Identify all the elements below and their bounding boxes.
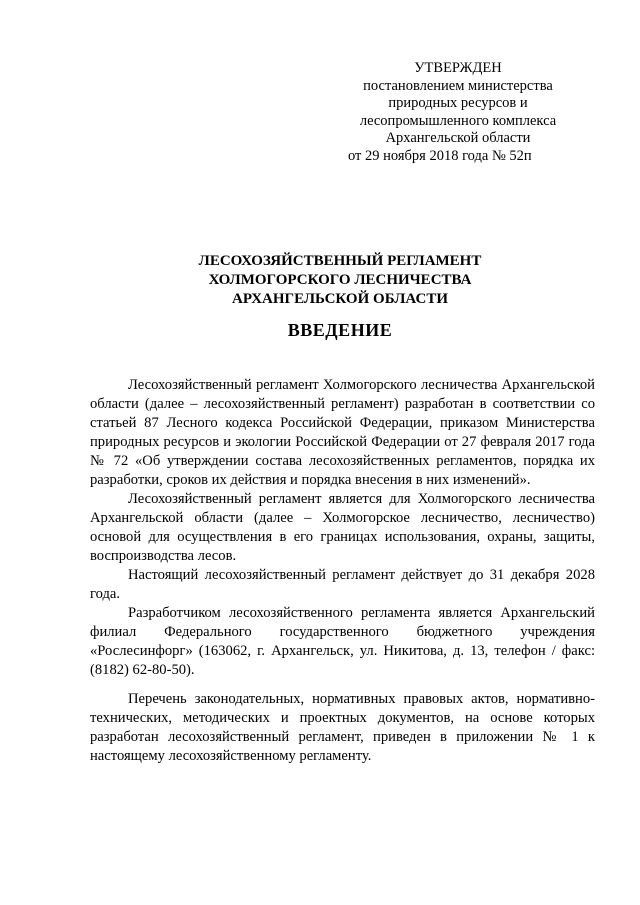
approval-line: природных ресурсов и	[388, 95, 528, 111]
paragraph: Лесохозяйственный регламент Холмогорского лесничества Архангельской области (далее – лесохозяйственный регламент) разработан в соответствии со статьей 87 Лесного кодекса Российской Федерации, приказом Министерства природных ресурсов и экологии Российской Федерации от 27 февраля 2017 года № 72 «Об утверждении состава лесохозяйственных регламентов, порядка их разработки, сроков их действия и порядка внесения в них изменений».	[90, 377, 595, 488]
title-line: АРХАНГЕЛЬСКОЙ ОБЛАСТИ	[232, 291, 448, 307]
title-line: ЛЕСОХОЗЯЙСТВЕННЫЙ РЕГЛАМЕНТ	[198, 253, 482, 269]
approval-stamp	[338, 60, 578, 165]
title-line: ХОЛМОГОРСКОГО ЛЕСНИЧЕСТВА	[208, 272, 472, 288]
paragraph: Перечень законодательных, нормативных правовых актов, нормативно-технических, методических и проектных документов, на основе которых разработан лесохозяйственный регламент, приведен в приложении № 1 к настоящему лесохозяйственному регламенту.	[90, 691, 595, 764]
approval-line: УТВЕРЖДЕН	[414, 60, 502, 76]
paragraph: Настоящий лесохозяйственный регламент действует до 31 декабря 2028 года.	[90, 567, 595, 602]
approval-line: постановлением министерства	[363, 77, 553, 94]
paragraph: Разработчиком лесохозяйственного регламента является Архангельский филиал Федерального государственного бюджетного учреждения «Рослесинфорг» (163062, г. Архангельск, ул. Никитова, д. 13, телефон / факс: (8182) 62-80-50).	[90, 605, 595, 678]
approval-line: Архангельской области	[385, 130, 531, 146]
body-text	[90, 376, 595, 766]
section-heading: ВВЕДЕНИЕ	[287, 320, 393, 340]
paragraph: Лесохозяйственный регламент является для Холмогорского лесничества Архангельской области (далее – Холмогорское лесничество, лесничество) основой для осуществления в его границах использования, охраны, защиты, воспроизводства лесов.	[90, 491, 595, 564]
approval-date-line: от 29 ноября 2018 года № 52п	[348, 147, 532, 164]
approval-line: лесопромышленного комплекса	[359, 112, 557, 129]
document-title	[90, 252, 590, 309]
